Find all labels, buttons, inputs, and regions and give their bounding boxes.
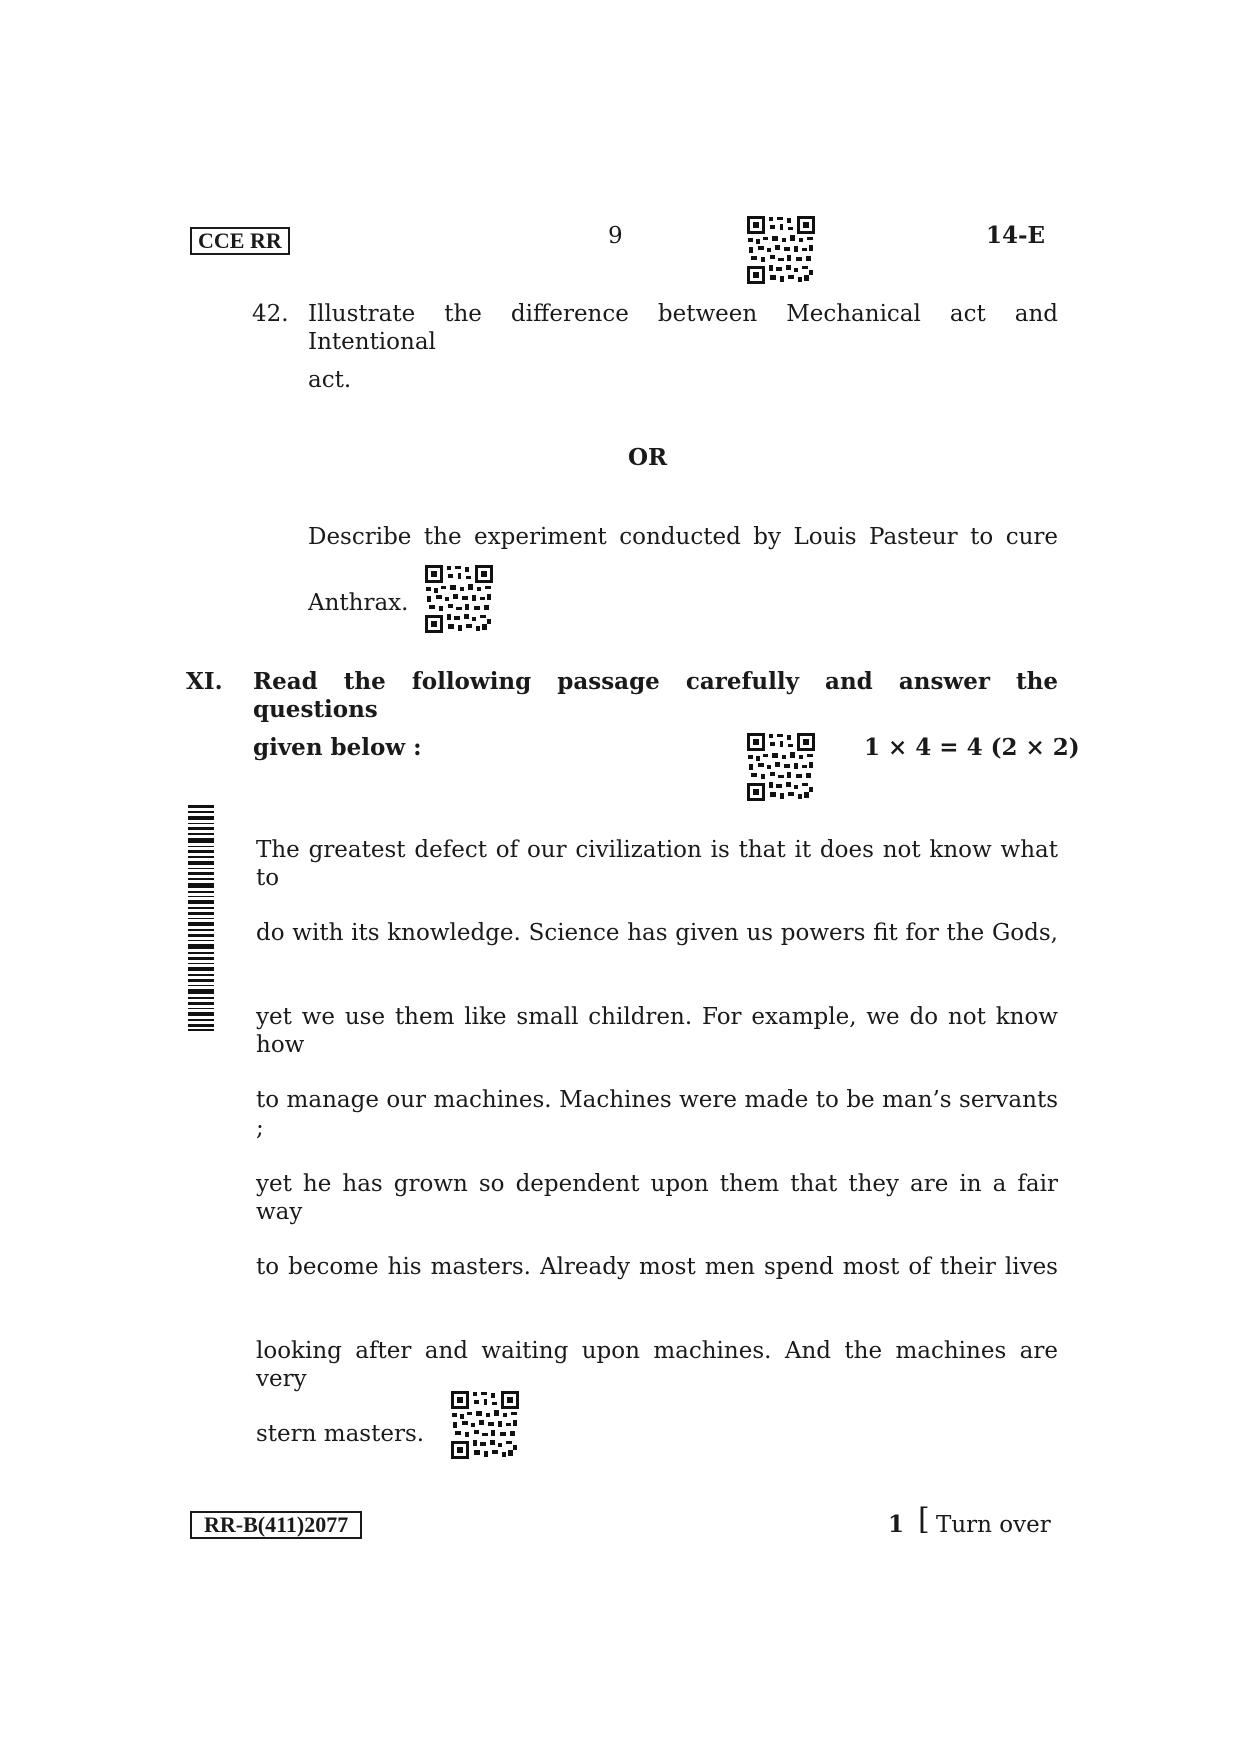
passage-line: yet we use them like small children. For example, we do not know how bbox=[256, 1004, 1058, 1058]
passage-line: to manage our machines. Machines were made to be man’s servants ; bbox=[256, 1087, 1058, 1141]
passage-line: stern masters. bbox=[256, 1421, 425, 1447]
qr-code-icon bbox=[746, 732, 816, 802]
turn-over-bracket: [ bbox=[918, 1502, 930, 1537]
or-separator: OR bbox=[628, 444, 668, 471]
marks-allocation: 1 × 4 = 4 (2 × 2) bbox=[864, 734, 1080, 761]
section-instruction-line: Read the following passage carefully and answer the questions bbox=[253, 668, 1058, 723]
passage-line: looking after and waiting upon machines. And the machines are very bbox=[256, 1338, 1058, 1392]
footer-code-box: RR-B(411)2077 bbox=[190, 1511, 362, 1539]
page-number: 9 bbox=[608, 223, 623, 249]
alternative-question-line: Anthrax. bbox=[308, 590, 409, 616]
paper-code: 14-E bbox=[986, 222, 1046, 249]
passage-line: do with its knowledge. Science has given us powers fit for the Gods, bbox=[256, 920, 1058, 946]
question-text-line: Illustrate the difference between Mechanical act and Intentional bbox=[308, 301, 1058, 355]
passage-line: The greatest defect of our civilization is that it does not know what to bbox=[256, 837, 1058, 891]
barcode-icon bbox=[188, 805, 214, 1031]
qr-code-icon bbox=[746, 215, 816, 285]
passage-line: to become his masters. Already most men spend most of their lives bbox=[256, 1254, 1058, 1280]
exam-code-box: CCE RR bbox=[190, 227, 290, 255]
passage-line: yet he has grown so dependent upon them that they are in a fair way bbox=[256, 1171, 1058, 1225]
alternative-question-line: Describe the experiment conducted by Louis Pasteur to cure bbox=[308, 524, 1058, 550]
section-instruction-line: given below : bbox=[253, 734, 422, 761]
question-number: 42. bbox=[252, 301, 289, 327]
section-number: XI. bbox=[186, 668, 223, 695]
question-text-line: act. bbox=[308, 367, 352, 393]
qr-code-icon bbox=[424, 564, 494, 634]
qr-code-icon bbox=[450, 1390, 520, 1460]
sheet-number: 1 bbox=[888, 1511, 905, 1538]
turn-over-text: Turn over bbox=[936, 1512, 1051, 1538]
